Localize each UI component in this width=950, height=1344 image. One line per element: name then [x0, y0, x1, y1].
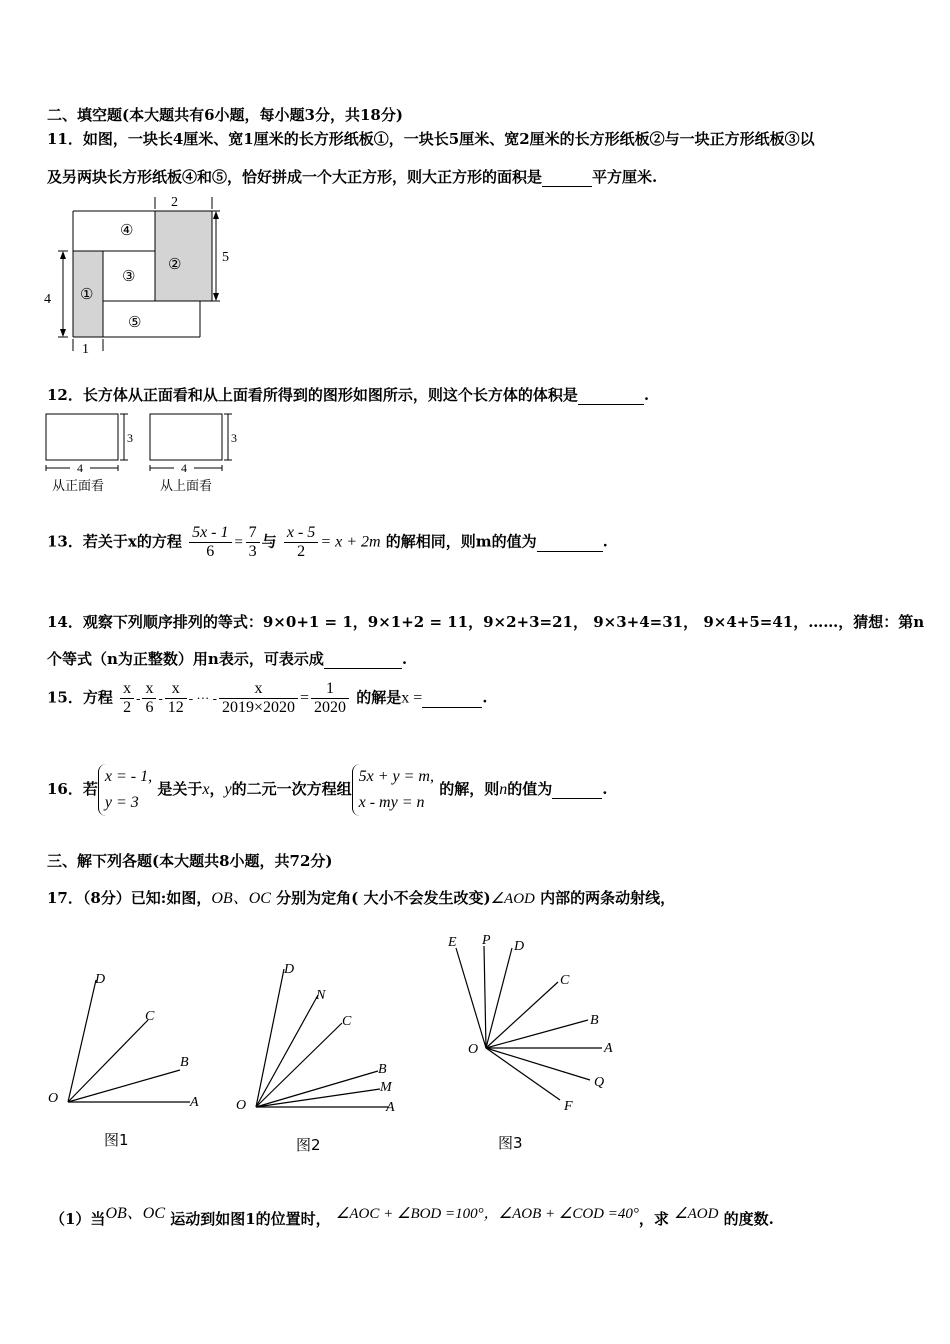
fig3-label-a: A	[604, 1041, 613, 1056]
q15-line	[47, 680, 488, 717]
fig2-ray-on	[256, 995, 318, 1107]
q17-rays: OB、OC	[211, 890, 271, 907]
q11-figure	[40, 193, 240, 355]
q12-line	[47, 384, 649, 405]
fig2-ray-om	[256, 1089, 380, 1107]
fig1-label-o: O	[48, 1091, 59, 1106]
q15-rhs-den: 2020	[314, 699, 347, 716]
q13-frac-2-num: 7	[246, 524, 260, 543]
q15-var: x =	[401, 689, 423, 707]
fig1-caption: 图1	[104, 1131, 129, 1149]
q11-line2	[47, 166, 657, 187]
q16-pre: 16．若	[47, 780, 98, 798]
q17-part1-line	[50, 1200, 774, 1229]
q16-answer-blank[interactable]	[552, 780, 602, 799]
q17-part1-cond2: ∠AOB + ∠COD =40°	[498, 1206, 639, 1222]
q17-part1-post: 的度数.	[723, 1210, 774, 1228]
q12-front-h: 3	[127, 431, 133, 445]
q16-sys1-row1: x = - 1,	[104, 768, 153, 785]
fig3-caption: 图3	[498, 1134, 523, 1152]
q15-term-3-den: 12	[167, 699, 184, 716]
q11-fig-label-3: ③	[122, 269, 136, 285]
q12-figure	[40, 408, 250, 498]
q12-front-rect	[46, 414, 118, 460]
q17-figure-2	[230, 955, 410, 1155]
q12-top-label: 从上面看	[160, 479, 213, 494]
q17-part1-ask: ，求	[638, 1210, 669, 1228]
fig3-label-b: B	[590, 1013, 599, 1028]
q15-term-2-num: x	[142, 680, 156, 699]
fig2-label-o: O	[236, 1098, 247, 1113]
q11-fig-label-4: ④	[120, 223, 134, 239]
q12-front-label: 从正面看	[52, 479, 105, 494]
q12-text: 12．长方体从正面看和从上面看所得到的图形如图所示，则这个长方体的体积是	[47, 386, 578, 404]
fig3-label-d: D	[514, 939, 525, 954]
q11-fig-label-5: ⑤	[128, 315, 142, 331]
q11-answer-blank[interactable]	[542, 168, 592, 187]
q11-line1: 11．如图，一块长4厘米、宽1厘米的长方形纸板①，一块长5厘米、宽2厘米的长方形纸板②与一块正方形纸板③以	[47, 130, 815, 148]
q14-line1: 14．观察下列顺序排列的等式：9×0+1 = 1，9×1+2 = 11，9×2+3=21， 9×3+4=31， 9×4+5=41，……，猜想：第n	[47, 613, 925, 631]
q15-minus-2: -	[158, 690, 163, 706]
fig2-label-m: M	[380, 1080, 392, 1095]
q17-part1-target: ∠AOD	[674, 1206, 719, 1222]
q14-end: .	[401, 650, 408, 668]
q11-line2-end: 平方厘米.	[592, 168, 658, 186]
q17-angle: ∠AOD	[490, 891, 535, 907]
q11-fig-label-2: ②	[168, 257, 182, 273]
q12-front-w: 4	[77, 461, 83, 475]
q15-term-3	[165, 680, 187, 717]
q15-term-4-den: 2019×2020	[221, 699, 295, 716]
fig3-ray-oq	[486, 1048, 590, 1080]
q11-fig-rect-2-fill	[155, 211, 212, 301]
q15-term-3-num: x	[165, 680, 187, 699]
q15-rhs-num: 1	[311, 680, 349, 699]
q16-sys1-row2: y = 3	[104, 794, 139, 811]
q15-post: 的解是	[356, 688, 402, 707]
q13-rhs: = x + 2m	[320, 533, 381, 551]
fig1-label-d: D	[95, 972, 106, 987]
q15-end: .	[482, 688, 488, 707]
q16-var-n: n	[499, 781, 508, 798]
q13-answer-blank[interactable]	[537, 533, 603, 552]
q15-answer-blank[interactable]	[422, 689, 482, 708]
q15-term-4	[219, 680, 298, 717]
q14-answer-blank[interactable]	[324, 650, 402, 669]
q17-figure-3	[440, 928, 630, 1156]
fig1-ray-oc	[68, 1020, 148, 1102]
q15-rhs	[311, 680, 349, 717]
q13-eq: =	[233, 534, 244, 551]
q15-term-1	[120, 680, 134, 717]
q11-line2-text: 及另两块长方形纸板④和⑤，恰好拼成一个大正方形，则大正方形的面积是	[47, 168, 543, 186]
section2-title: 二、填空题(本大题共有6小题，每小题3分，共18分)	[47, 106, 403, 124]
q15-term-4-num: x	[219, 680, 298, 699]
fig3-label-e: E	[448, 935, 457, 950]
q13-post: 的解相同，则m的值为	[385, 532, 537, 551]
q16-system-2	[352, 764, 434, 816]
fig1-label-c: C	[145, 1009, 155, 1024]
q16-post: 的值为	[507, 780, 553, 798]
q12-top-w: 4	[181, 461, 187, 475]
q15-term-1-den: 2	[123, 699, 132, 716]
q16-sys2-row1: 5x + y = m,	[358, 768, 434, 785]
fig1-label-a: A	[190, 1095, 199, 1110]
fig1-label-b: B	[180, 1055, 189, 1070]
q16-mid2: 的二元一次方程组	[231, 780, 352, 798]
q12-answer-blank[interactable]	[578, 386, 644, 405]
q15-dots: - ··· -	[188, 690, 217, 706]
q15-term-1-num: x	[120, 680, 134, 699]
q16-sep: ，	[209, 780, 225, 798]
q13-frac-1-den: 6	[206, 543, 215, 560]
fig3-ray-of	[486, 1048, 560, 1100]
q11-fig-dim-2: 2	[171, 195, 178, 210]
fig3-label-p: P	[482, 933, 491, 948]
q16-mid3: 的解，则	[439, 780, 500, 798]
fig3-label-o: O	[468, 1042, 479, 1057]
q15-pre: 15．方程	[47, 688, 113, 707]
q13-mid: 与	[261, 532, 277, 551]
fig2-label-b: B	[378, 1062, 387, 1077]
q14-line2-text: 个等式（n为正整数）用n表示，可表示成	[47, 650, 324, 668]
q17-line	[47, 885, 675, 908]
fig2-label-a: A	[386, 1100, 395, 1115]
q17-mid: 分别为定角( 大小不会发生改变)	[276, 889, 491, 907]
q12-top-rect	[150, 414, 222, 460]
section3-title: 三、解下列各题(本大题共8小题，共72分)	[47, 852, 333, 870]
q11-fig-dim-4: 4	[44, 292, 51, 307]
q13-frac-2	[246, 524, 260, 561]
fig3-ray-oe	[456, 948, 486, 1048]
q13-frac-3-num: x - 5	[284, 524, 318, 543]
q15-term-2	[142, 680, 156, 717]
q15-eq: =	[299, 689, 310, 707]
q17-part1-sep: ，	[483, 1206, 499, 1222]
q13-frac-1	[189, 524, 231, 561]
fig2-label-n: N	[316, 988, 326, 1003]
q16-var-y: y	[224, 781, 232, 798]
q16-mid1: 是关于	[157, 780, 203, 798]
q13-end: .	[602, 532, 608, 551]
q13-frac-2-den: 3	[248, 543, 257, 560]
q16-sys2-row2: x - my = n	[358, 794, 425, 811]
q17-part1-mid: 运动到如图1的位置时，	[170, 1210, 331, 1228]
fig3-ray-op	[484, 946, 486, 1048]
q12-end: .	[643, 386, 650, 404]
q13-frac-3	[284, 524, 318, 561]
fig2-caption: 图2	[296, 1136, 321, 1154]
q15-minus-1: -	[136, 690, 141, 706]
q14-line2	[47, 648, 407, 669]
fig1-ray-ob	[68, 1070, 180, 1102]
q17-part1-pre: （1）当	[50, 1210, 106, 1228]
q13-line	[47, 524, 608, 561]
fig2-ray-od	[256, 969, 284, 1107]
q17-part1-rays: OB、OC	[105, 1205, 165, 1222]
q12-top-h: 3	[231, 431, 237, 445]
q13-pre: 13．若关于x的方程	[47, 532, 182, 551]
fig3-label-f: F	[564, 1099, 573, 1114]
q11-fig-dim-1: 1	[82, 342, 89, 355]
q16-end: .	[602, 780, 608, 798]
q16-var-x: x	[202, 781, 210, 798]
q13-frac-1-num: 5x - 1	[189, 524, 231, 543]
fig3-label-q: Q	[594, 1075, 605, 1090]
q17-part1-cond1: ∠AOC + ∠BOD =100°	[335, 1206, 484, 1222]
q16-system-1	[98, 764, 152, 816]
fig3-ray-od	[486, 948, 512, 1048]
q13-frac-3-den: 2	[297, 543, 306, 560]
q15-term-2-den: 6	[145, 699, 154, 716]
q17-post: 内部的两条动射线，	[540, 889, 676, 907]
fig2-label-c: C	[342, 1014, 352, 1029]
fig3-label-c: C	[560, 973, 570, 988]
q17-figure-1	[40, 960, 220, 1150]
q11-fig-dim-5: 5	[222, 250, 229, 265]
q17-pre: 17．（8分）已知:如图，	[47, 889, 212, 907]
fig1-ray-od	[68, 980, 96, 1102]
fig2-label-d: D	[284, 962, 295, 977]
q11-fig-label-1: ①	[80, 287, 94, 303]
q16-line	[47, 764, 607, 816]
